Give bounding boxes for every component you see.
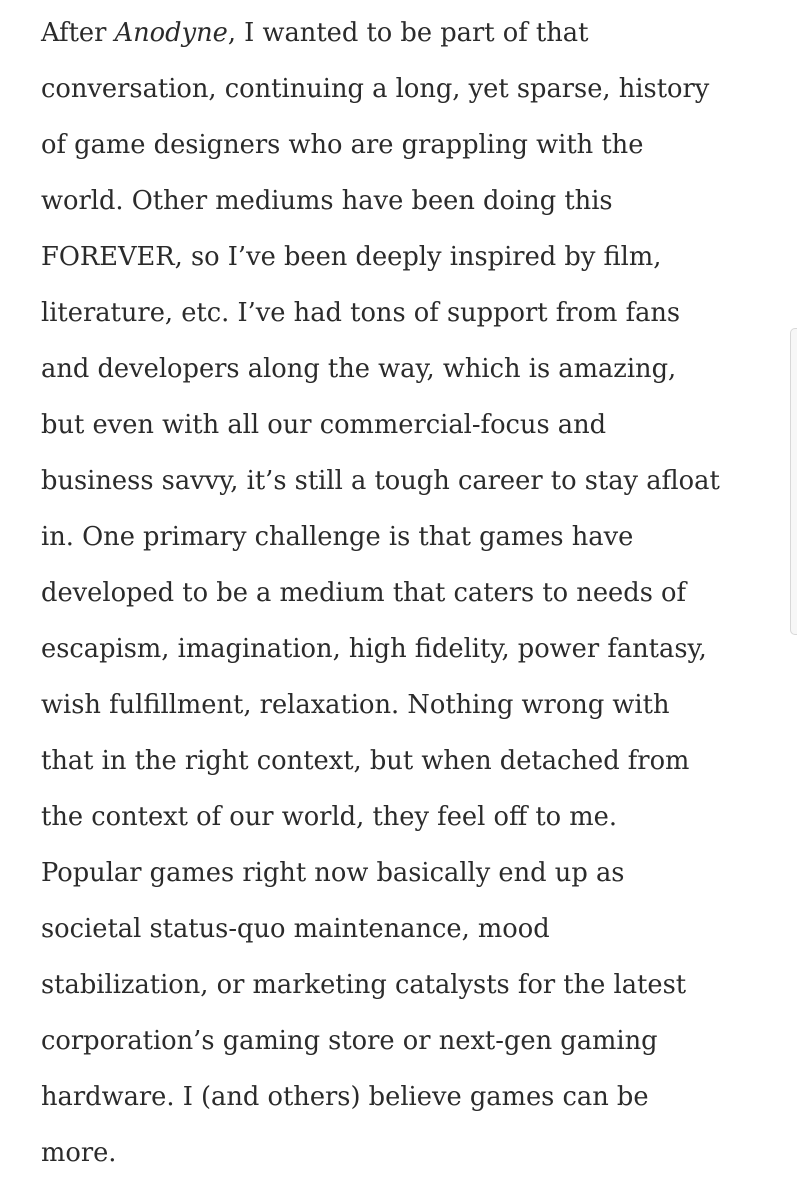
text-line: corporation’s gaming store or next-gen gaming (41, 1026, 658, 1056)
text-line: world. Other mediums have been doing this (41, 186, 613, 216)
game-title-emphasis: Anodyne (114, 18, 228, 48)
text-line: developed to be a medium that caters to needs of (41, 578, 687, 608)
text-line: the context of our world, they feel off to me. (41, 802, 618, 832)
text-line: hardware. I (and others) believe games can be (41, 1082, 649, 1112)
text-line: business savvy, it’s still a tough career to stay afloat (41, 466, 720, 496)
text-line: Popular games right now basically end up as (41, 858, 625, 888)
text-line: that in the right context, but when detached from (41, 746, 690, 776)
text-line: more. (41, 1138, 117, 1168)
text-line: but even with all our commercial-focus and (41, 410, 607, 440)
text-line: stabilization, or marketing catalysts for the latest (41, 970, 687, 1000)
scrollbar-thumb[interactable] (790, 328, 797, 635)
text-line: societal status-quo maintenance, mood (41, 914, 550, 944)
text-line: wish fulfillment, relaxation. Nothing wrong with (41, 690, 670, 720)
text-line: FOREVER, so I’ve been deeply inspired by film, (41, 242, 662, 272)
text-line: escapism, imagination, high fidelity, power fantasy, (41, 634, 707, 664)
text-line (41, 5, 781, 61)
text-line: literature, etc. I’ve had tons of support from fans (41, 298, 681, 328)
text-line: and developers along the way, which is amazing, (41, 354, 677, 384)
text-line: in. One primary challenge is that games have (41, 522, 634, 552)
text-line: of game designers who are grappling with the (41, 130, 644, 160)
text-segment: , I wanted to be part of that (227, 18, 589, 48)
text-line: conversation, continuing a long, yet sparse, history (41, 74, 710, 104)
article-body (41, 0, 781, 1181)
text-segment: After (41, 18, 115, 48)
